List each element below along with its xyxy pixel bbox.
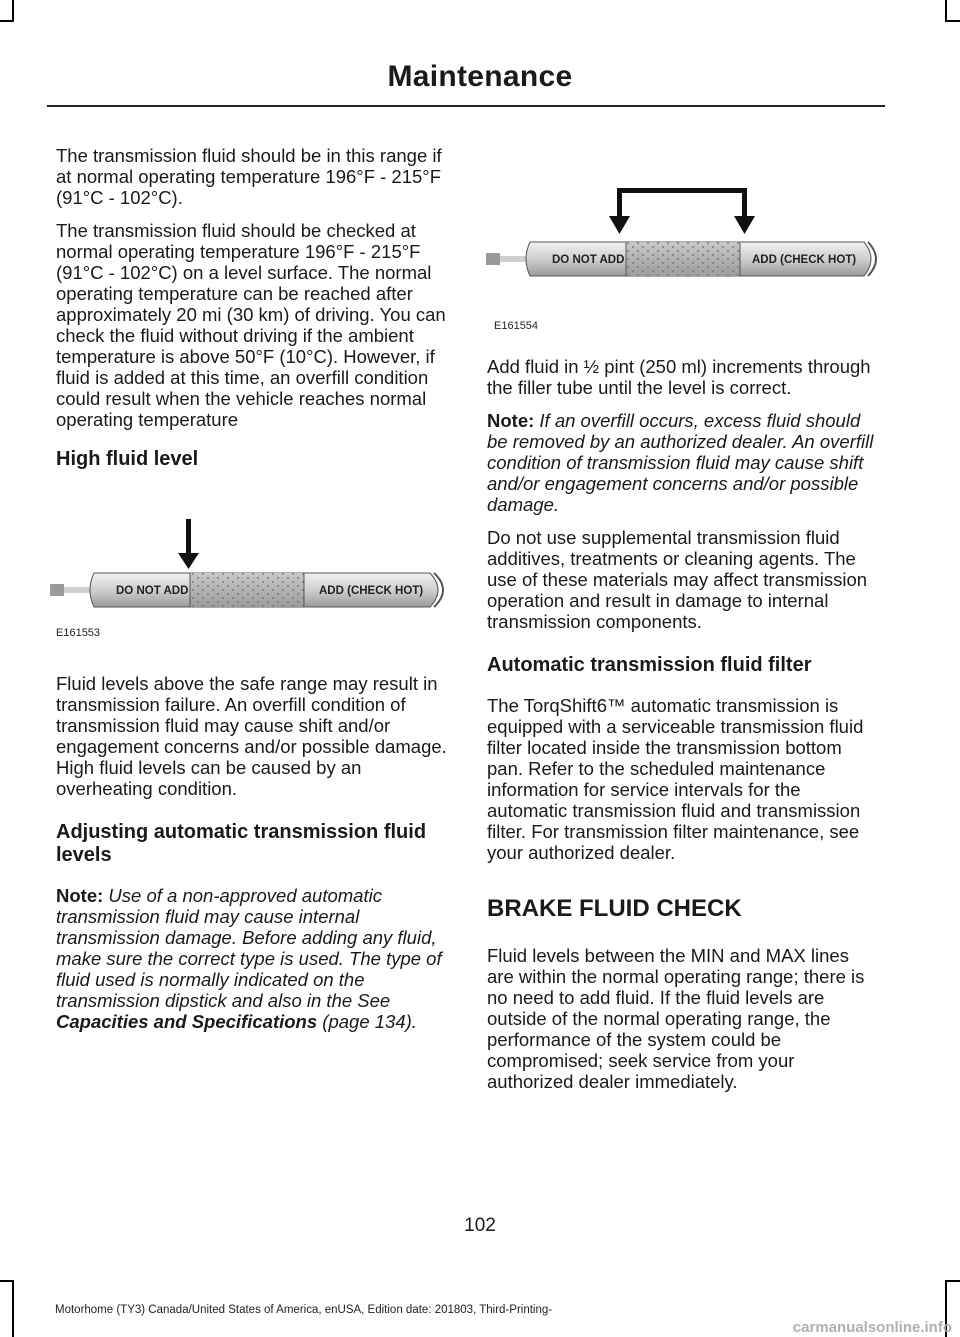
page-title: Maintenance	[387, 60, 573, 93]
label-add-check-hot: ADD (CHECK HOT)	[752, 254, 857, 266]
crop-mark	[0, 20, 14, 22]
figure-code: E161553	[56, 627, 101, 639]
crop-mark	[945, 20, 960, 22]
note-text: If an overfill occurs, excess fluid should be removed by an authorized dealer. An overfill condition of transmission fluid may cause shift and/or engagement concerns and/or possible damage.	[487, 410, 874, 515]
down-arrow-icon	[609, 216, 630, 234]
note-paragraph	[487, 410, 879, 515]
figure-code: E161554	[494, 320, 539, 332]
dipstick-illustration	[50, 491, 450, 651]
section-heading: Adjusting automatic transmission fluid levels	[56, 821, 427, 866]
note-label: Note:	[487, 410, 535, 431]
label-do-not-add: DO NOT ADD	[552, 254, 625, 266]
note-paragraph	[56, 885, 448, 1032]
section-heading: Automatic transmission fluid filter	[487, 654, 812, 676]
crosshatch-zone	[190, 573, 304, 607]
range-bracket	[617, 188, 747, 193]
section-heading: High fluid level	[56, 448, 199, 470]
paragraph: Fluid levels above the safe range may result in transmission failure. An overfill condition of transmission fluid may cause shift and/or engagement concerns and/or possible damage. High fluid levels can be caused by an overheating condition.	[56, 673, 447, 799]
label-add-check-hot: ADD (CHECK HOT)	[319, 585, 424, 597]
dipstick-figure-high	[50, 491, 450, 651]
watermark: carmanualsonline.info	[792, 1319, 952, 1336]
page-number: 102	[464, 1215, 496, 1236]
right-column	[487, 356, 879, 1104]
edition-footer: Motorhome (TY3) Canada/United States of America, enUSA, Edition date: 201803, Third-Printing-	[55, 1304, 553, 1316]
crop-mark	[0, 1280, 14, 1282]
down-arrow-icon	[178, 553, 199, 569]
crosshatch-zone	[626, 242, 740, 276]
paragraph: Fluid levels between the MIN and MAX lines are within the normal operating range; there is no need to add fluid. If the fluid levels are outside of the normal operating range, the performance of the system could be compromised; seek service from your authorized dealer immediately.	[487, 945, 865, 1092]
crop-mark	[12, 0, 14, 22]
header-rule	[47, 105, 885, 107]
paragraph: The transmission fluid should be checked at normal operating temperature 196°F - 215°F (91°C - 102°C) on a level surface. The normal operating temperature can be reached after approximately 20 mi (30 km) of driving. You can check the fluid without driving if the ambient temperature is above 50°F (10°C). However, if fluid is added at this time, an overfill condition could result when the vehicle reaches normal operating temperature	[56, 220, 446, 430]
paragraph: Do not use supplemental transmission fluid additives, treatments or cleaning agents. The use of these materials may affect transmission operation and result in damage to internal transmission components.	[487, 527, 868, 632]
dipstick-tip	[486, 253, 500, 265]
down-arrow-icon	[734, 216, 755, 234]
dipstick-illustration	[480, 180, 880, 350]
note-text: Use of a non-approved automatic transmission fluid may cause internal transmission damage. Before adding any fluid, make sure the correct type is used. The type of fluid used is normally indicated on the transmission dipstick and also in the See	[56, 885, 442, 1011]
dipstick-figure-range	[480, 180, 880, 350]
note-label: Note:	[56, 885, 104, 906]
left-column	[56, 145, 448, 1044]
label-do-not-add: DO NOT ADD	[116, 585, 189, 597]
crop-mark	[945, 1280, 960, 1282]
section-heading-major: BRAKE FLUID CHECK	[487, 895, 742, 922]
crop-mark	[945, 0, 947, 22]
paragraph: The TorqShift6™ automatic transmission is equipped with a serviceable transmission fluid filter located inside the transmission bottom pan. Refer to the scheduled maintenance information for service intervals for the automatic transmission fluid and transmission filter. For transmission filter maintenance, see your authorized dealer.	[487, 695, 864, 863]
dipstick-tip	[50, 584, 64, 596]
note-tail: (page 134).	[317, 1011, 417, 1032]
paragraph: Add fluid in ½ pint (250 ml) increments through the filler tube until the level is correct.	[487, 356, 871, 398]
crop-mark	[12, 1280, 14, 1337]
paragraph: The transmission fluid should be in this range if at normal operating temperature 196°F - 215°F (91°C - 102°C).	[56, 145, 442, 208]
cross-reference-link[interactable]: Capacities and Specifications	[56, 1011, 318, 1032]
